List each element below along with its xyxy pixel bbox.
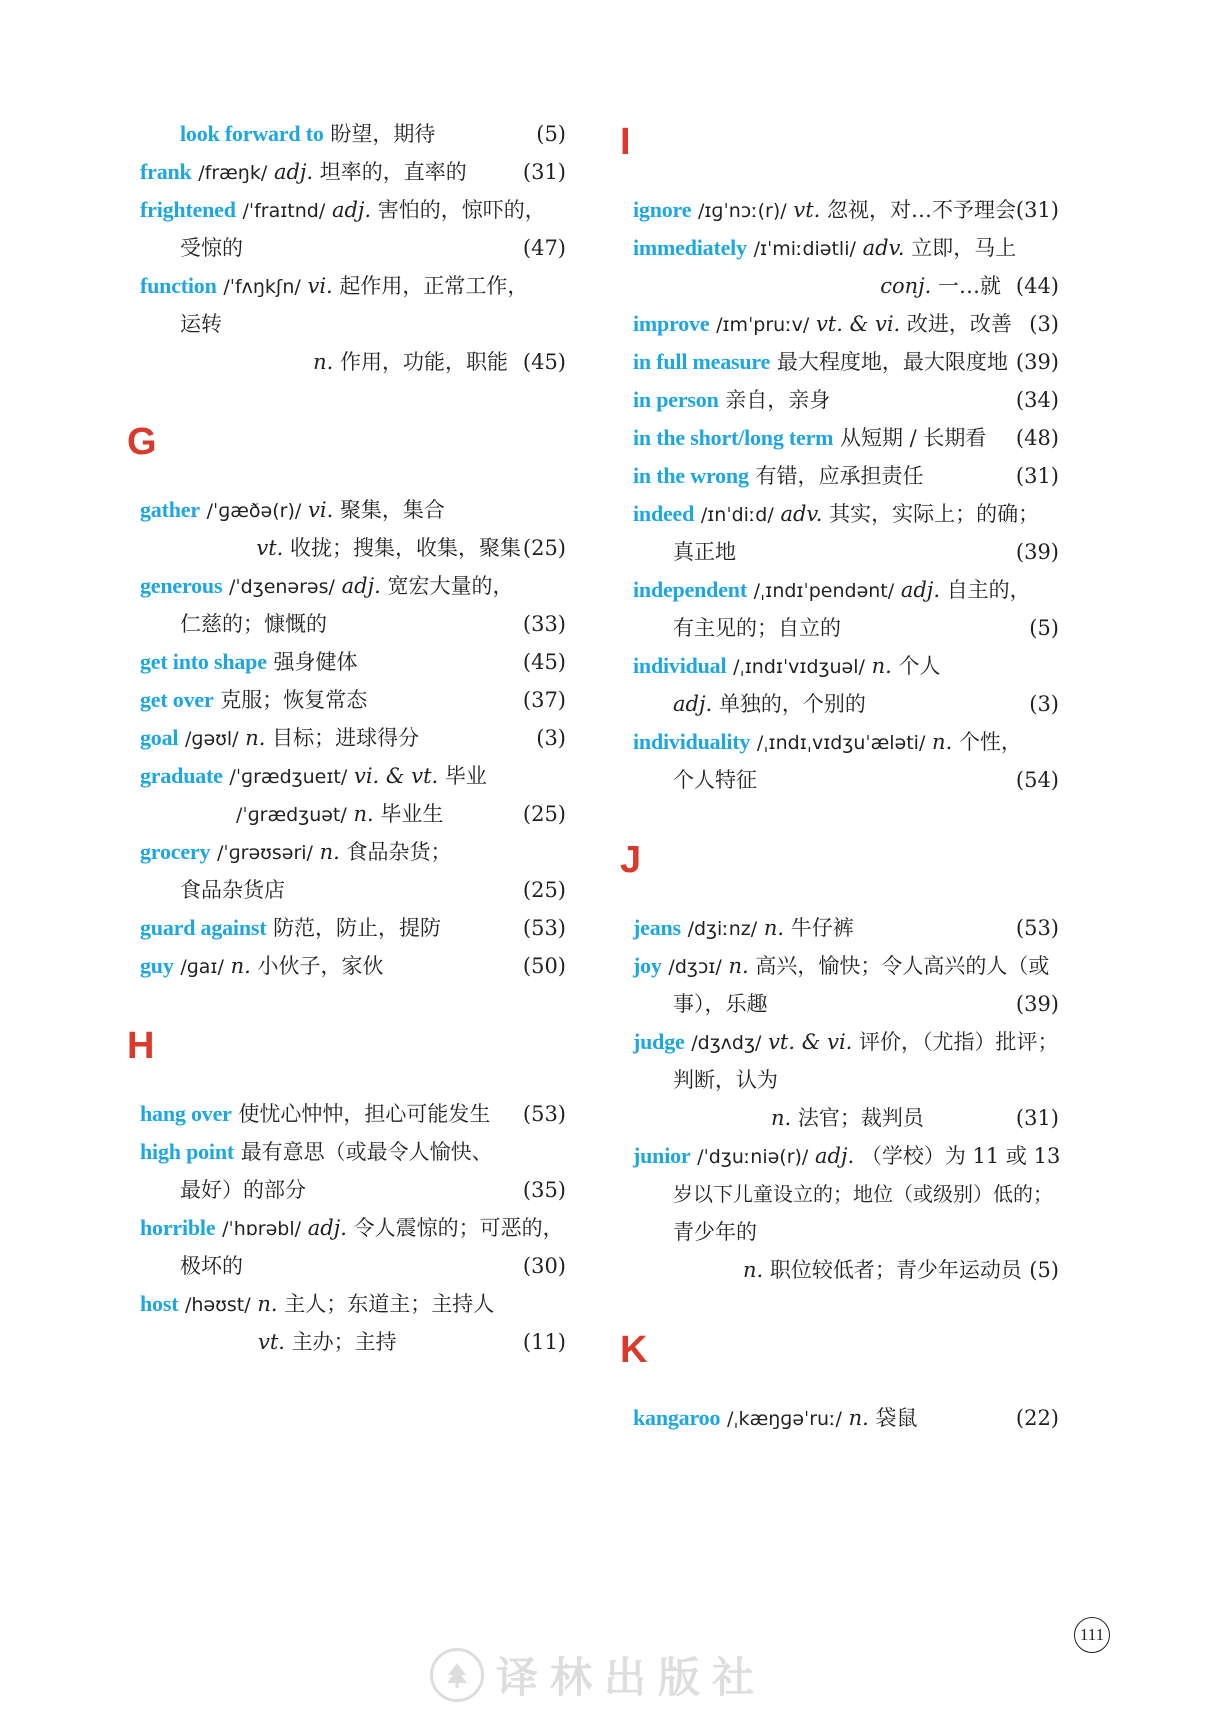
headword: function bbox=[140, 273, 217, 298]
section-letter-g: G bbox=[127, 421, 157, 463]
headword: horrible bbox=[140, 1215, 216, 1240]
list-item: guy /ɡaɪ/ n. 小伙子，家伙 (50) bbox=[140, 946, 566, 986]
list-item: guard against 防范，防止，提防 (53) bbox=[140, 908, 566, 948]
headword: goal bbox=[140, 725, 179, 750]
page-ref: (5) bbox=[1029, 616, 1059, 640]
headword: in the wrong bbox=[633, 463, 749, 488]
section-letter-h: H bbox=[127, 1025, 155, 1067]
page-ref: (50) bbox=[522, 954, 566, 978]
list-item: look forward to 盼望，期待 (5) bbox=[140, 114, 566, 154]
page-ref: (53) bbox=[522, 916, 566, 940]
page-ref: (25) bbox=[522, 536, 566, 560]
list-item: horrible /ˈhɒrəbl/ adj. 令人震惊的；可恶的， bbox=[140, 1215, 564, 1240]
page-ref: (5) bbox=[1029, 1258, 1059, 1282]
page-ref: (31) bbox=[1015, 198, 1059, 222]
headword: frank bbox=[140, 159, 192, 184]
headword: ignore bbox=[633, 197, 692, 222]
list-item: in full measure 最大程度地，最大限度地 (39) bbox=[633, 342, 1059, 382]
section-letter-i: I bbox=[620, 121, 631, 163]
list-item-continuation: n. 作用，功能，职能 (45) bbox=[140, 342, 566, 382]
page-ref: (47) bbox=[522, 236, 566, 260]
headword: get over bbox=[140, 687, 214, 712]
list-item-continuation: 判断，认为 bbox=[673, 1068, 778, 1092]
headword: indeed bbox=[633, 501, 695, 526]
page-ref: (54) bbox=[1015, 768, 1059, 792]
publisher-name: 译林出版社 bbox=[496, 1653, 767, 1702]
headword: high point bbox=[140, 1139, 234, 1164]
page-ref: (31) bbox=[1015, 464, 1059, 488]
headword: hang over bbox=[140, 1101, 232, 1126]
list-item: judge /dʒʌdʒ/ vt. & vi. 评价，（尤指）批评； bbox=[633, 1029, 1059, 1054]
list-item: get over 克服；恢复常态 (37) bbox=[140, 680, 566, 720]
list-item: graduate /ˈɡrædʒueɪt/ vi. & vt. 毕业 bbox=[140, 763, 487, 788]
page-ref: (31) bbox=[522, 160, 566, 184]
headword: grocery bbox=[140, 839, 211, 864]
list-item: frightened /ˈfraɪtnd/ adj. 害怕的，惊吓的， bbox=[140, 197, 546, 222]
list-item-continuation: /ˈɡrædʒuət/ n. 毕业生 (25) bbox=[140, 794, 566, 834]
list-item-continuation: 事），乐趣 (39) bbox=[633, 984, 1059, 1024]
list-item: in person 亲自，亲身 (34) bbox=[633, 380, 1059, 420]
page-ref: (53) bbox=[522, 1102, 566, 1126]
list-item: jeans /dʒiːnz/ n. 牛仔裤 (53) bbox=[633, 908, 1059, 948]
list-item: gather /ˈɡæðə(r)/ vi. 聚集，集合 bbox=[140, 497, 445, 522]
headword: gather bbox=[140, 497, 200, 522]
list-item: independent /ˌɪndɪˈpendənt/ adj. 自主的， bbox=[633, 577, 1031, 602]
page-ref: (3) bbox=[536, 726, 566, 750]
list-item: high point 最有意思（或最令人愉快、 bbox=[140, 1139, 493, 1164]
list-item-continuation: n. 职位较低者；青少年运动员 (5) bbox=[633, 1250, 1059, 1290]
list-item: joy /dʒɔɪ/ n. 高兴，愉快；令人高兴的人（或 bbox=[633, 953, 1050, 978]
headword: independent bbox=[633, 577, 747, 602]
page-number: 111 bbox=[1074, 1617, 1110, 1653]
list-item: kangaroo /ˌkæŋɡəˈruː/ n. 袋鼠 (22) bbox=[633, 1398, 1059, 1438]
page-ref: (39) bbox=[1015, 992, 1059, 1016]
headword: immediately bbox=[633, 235, 747, 260]
list-item: hang over 使忧心忡忡，担心可能发生 (53) bbox=[140, 1094, 566, 1134]
publisher-watermark bbox=[430, 1645, 766, 1705]
list-item: generous /ˈdʒenərəs/ adj. 宽宏大量的， bbox=[140, 573, 514, 598]
publisher-logo-icon bbox=[430, 1648, 484, 1702]
list-item: indeed /ɪnˈdiːd/ adv. 其实，实际上；的确； bbox=[633, 501, 1040, 526]
headword: junior bbox=[633, 1143, 691, 1168]
page-ref: (25) bbox=[522, 878, 566, 902]
page-ref: (45) bbox=[522, 350, 566, 374]
headword: get into shape bbox=[140, 649, 267, 674]
headword: generous bbox=[140, 573, 223, 598]
page-ref: (22) bbox=[1015, 1406, 1059, 1430]
list-item-continuation: 受惊的 (47) bbox=[140, 228, 566, 268]
headword: guy bbox=[140, 953, 174, 978]
headword: individuality bbox=[633, 729, 751, 754]
list-item: frank /fræŋk/ adj. 坦率的，直率的 (31) bbox=[140, 152, 566, 192]
page-ref: (53) bbox=[1015, 916, 1059, 940]
headword: joy bbox=[633, 953, 662, 978]
list-item-continuation: 仁慈的；慷慨的 (33) bbox=[140, 604, 566, 644]
headword: improve bbox=[633, 311, 710, 336]
list-item: function /ˈfʌŋkʃn/ vi. 起作用，正常工作， bbox=[140, 273, 529, 298]
list-item: immediately /ɪˈmiːdiətli/ adv. 立即，马上 bbox=[633, 235, 1017, 260]
list-item-continuation: 青少年的 bbox=[673, 1220, 757, 1244]
headword: jeans bbox=[633, 915, 681, 940]
page-ref: (5) bbox=[536, 122, 566, 146]
list-item-continuation: 真正地 (39) bbox=[633, 532, 1059, 572]
page-ref: (34) bbox=[1015, 388, 1059, 412]
list-item-continuation: 食品杂货店 (25) bbox=[140, 870, 566, 910]
headword: in the short/long term bbox=[633, 425, 834, 450]
list-item: in the short/long term 从短期 / 长期看 (48) bbox=[633, 418, 1059, 458]
headword: kangaroo bbox=[633, 1405, 721, 1430]
page-ref: (11) bbox=[522, 1330, 566, 1354]
headword: host bbox=[140, 1291, 179, 1316]
list-item-continuation: 极坏的 (30) bbox=[140, 1246, 566, 1286]
list-item: in the wrong 有错，应承担责任 (31) bbox=[633, 456, 1059, 496]
list-item: individuality /ˌɪndɪˌvɪdʒuˈæləti/ n. 个性， bbox=[633, 729, 1022, 754]
list-item-continuation: vt. 收拢；搜集，收集，聚集 (25) bbox=[140, 528, 566, 568]
list-item: improve /ɪmˈpruːv/ vt. & vi. 改进，改善 (3) bbox=[633, 304, 1059, 344]
list-item-continuation: 运转 bbox=[180, 312, 222, 336]
list-item: goal /ɡəʊl/ n. 目标；进球得分 (3) bbox=[140, 718, 566, 758]
page-ref: (44) bbox=[1015, 274, 1059, 298]
list-item-continuation: 有主见的；自立的 (5) bbox=[633, 608, 1059, 648]
list-item: host /həʊst/ n. 主人；东道主；主持人 bbox=[140, 1291, 495, 1316]
page-ref: (48) bbox=[1015, 426, 1059, 450]
headword: frightened bbox=[140, 197, 236, 222]
list-item: ignore /ɪɡˈnɔː(r)/ vt. 忽视，对…不予理会 (31) bbox=[633, 190, 1059, 230]
page-ref: (25) bbox=[522, 802, 566, 826]
page-ref: (33) bbox=[522, 612, 566, 636]
headword: look forward to bbox=[180, 121, 324, 146]
list-item: get into shape 强身健体 (45) bbox=[140, 642, 566, 682]
page-ref: (3) bbox=[1029, 312, 1059, 336]
section-letter-k: K bbox=[620, 1329, 648, 1371]
page-ref: (39) bbox=[1015, 350, 1059, 374]
section-letter-j: J bbox=[620, 839, 642, 881]
list-item-continuation: 最好）的部分 (35) bbox=[140, 1170, 566, 1210]
list-item-continuation: adj. 单独的，个别的 (3) bbox=[633, 684, 1059, 724]
page-ref: (35) bbox=[522, 1178, 566, 1202]
headword: in full measure bbox=[633, 349, 771, 374]
list-item-continuation: n. 法官；裁判员 (31) bbox=[633, 1098, 1059, 1138]
page-ref: (39) bbox=[1015, 540, 1059, 564]
page-ref: (31) bbox=[1015, 1106, 1059, 1130]
page-ref: (30) bbox=[522, 1254, 566, 1278]
list-item: junior /ˈdʒuːniə(r)/ adj. （学校）为 11 或 13 bbox=[633, 1143, 1061, 1168]
list-item: grocery /ˈɡrəʊsəri/ n. 食品杂货； bbox=[140, 839, 452, 864]
list-item-continuation: vt. 主办；主持 (11) bbox=[140, 1322, 566, 1362]
page-ref: (3) bbox=[1029, 692, 1059, 716]
list-item-continuation: 岁以下儿童设立的；地位（或级别）低的； bbox=[673, 1182, 1053, 1206]
list-item-continuation: conj. 一…就 (44) bbox=[633, 266, 1059, 306]
headword: guard against bbox=[140, 915, 267, 940]
list-item-continuation: 个人特征 (54) bbox=[633, 760, 1059, 800]
list-item: individual /ˌɪndɪˈvɪdʒuəl/ n. 个人 bbox=[633, 653, 941, 678]
page-ref: (45) bbox=[522, 650, 566, 674]
headword: judge bbox=[633, 1029, 685, 1054]
headword: in person bbox=[633, 387, 719, 412]
headword: graduate bbox=[140, 763, 223, 788]
page-ref: (37) bbox=[522, 688, 566, 712]
headword: individual bbox=[633, 653, 727, 678]
